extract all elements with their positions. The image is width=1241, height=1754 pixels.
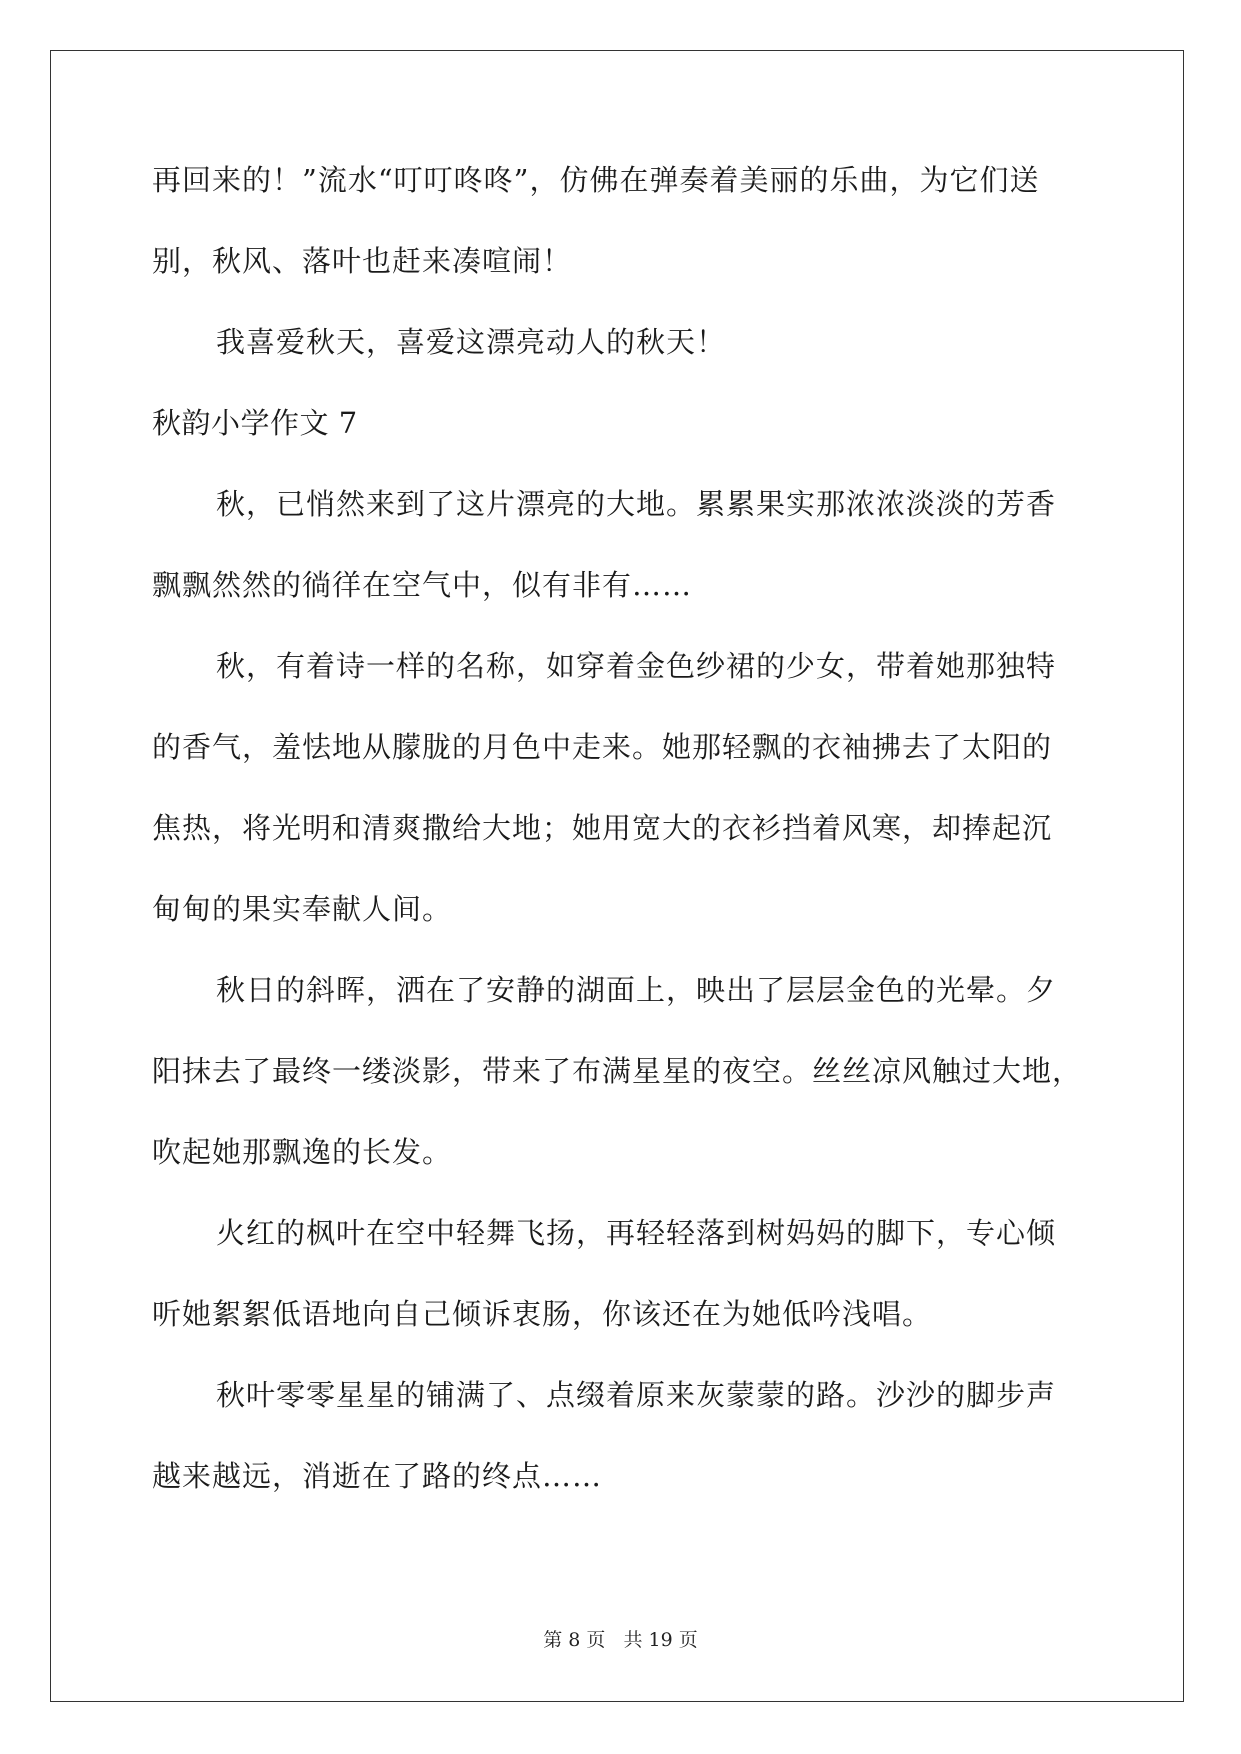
text-line: 秋日的斜晖，洒在了安静的湖面上，映出了层层金色的光晕。夕 bbox=[216, 973, 1057, 1007]
text-line: 火红的枫叶在空中轻舞飞扬，再轻轻落到树妈妈的脚下，专心倾 bbox=[216, 1216, 1057, 1250]
text-line: 阳抹去了最终一缕淡影，带来了布满星星的夜空。丝丝凉风触过大地， bbox=[152, 1054, 1083, 1088]
page-total: 共 19 页 bbox=[623, 1629, 698, 1651]
text-line: 秋叶零零星星的铺满了、点缀着原来灰蒙蒙的路。沙沙的脚步声 bbox=[216, 1378, 1057, 1412]
text-line: 甸甸的果实奉献人间。 bbox=[152, 892, 453, 926]
text-line: 秋，有着诗一样的名称，如穿着金色纱裙的少女，带着她那独特 bbox=[216, 649, 1057, 683]
document-body bbox=[152, 160, 1092, 1537]
text-line: 听她絮絮低语地向自己倾诉衷肠，你该还在为她低吟浅唱。 bbox=[152, 1297, 933, 1331]
page-number: 第 8 页 bbox=[543, 1629, 606, 1651]
section-heading: 秋韵小学作文 7 bbox=[152, 406, 358, 440]
text-line: 别，秋风、落叶也赶来凑喧闹！ bbox=[152, 244, 573, 278]
text-line: 的香气，羞怯地从朦胧的月色中走来。她那轻飘的衣袖拂去了太阳的 bbox=[152, 730, 1053, 764]
text-line: 吹起她那飘逸的长发。 bbox=[152, 1135, 453, 1169]
text-line: 焦热，将光明和清爽撒给大地；她用宽大的衣衫挡着风寒，却捧起沉 bbox=[152, 811, 1053, 845]
text-line: 秋，已悄然来到了这片漂亮的大地。累累果实那浓浓淡淡的芳香 bbox=[216, 487, 1057, 521]
text-line: 我喜爱秋天，喜爱这漂亮动人的秋天！ bbox=[216, 325, 727, 359]
page-footer bbox=[0, 1628, 1241, 1652]
text-line: 再回来的！”流水“叮叮咚咚”，仿佛在弹奏着美丽的乐曲，为它们送 bbox=[152, 163, 1040, 197]
text-line: 越来越远，消逝在了路的终点…… bbox=[152, 1459, 603, 1493]
text-line: 飘飘然然的徜徉在空气中，似有非有…… bbox=[152, 568, 693, 602]
